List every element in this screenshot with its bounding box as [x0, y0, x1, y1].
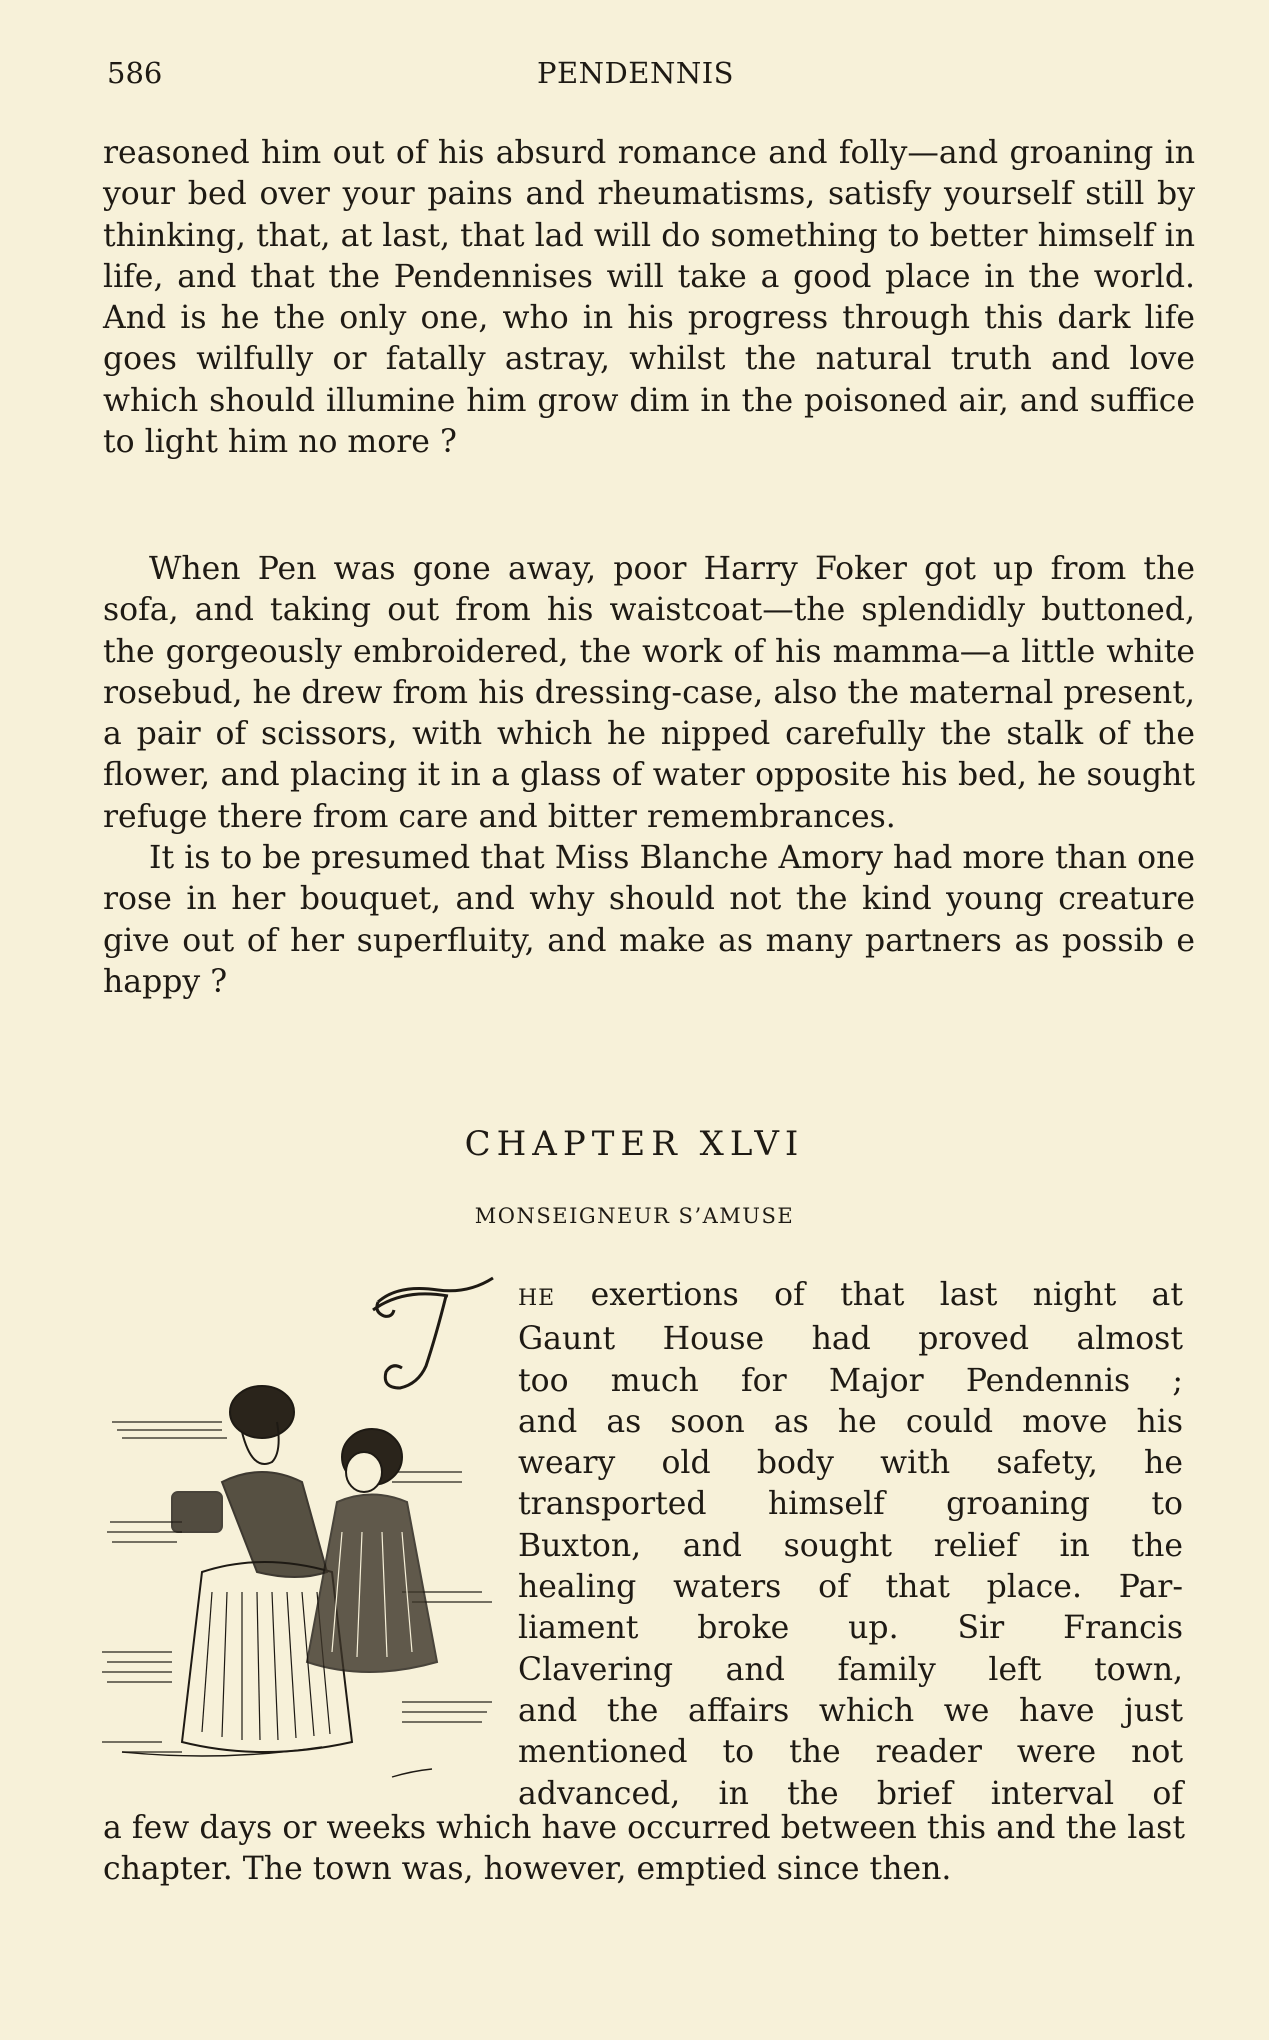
chapter-tail-paragraph: a few days or weeks which have occurred between this and the last chapter. The town was, however, emptied since then.: [103, 1810, 1185, 1888]
text-line: mentioned to the reader were not: [518, 1734, 1183, 1771]
opening-smallcaps: HE: [518, 1286, 556, 1311]
text-line: weary old body with safety, he: [518, 1445, 1183, 1482]
drop-cap-initial: [368, 1272, 508, 1392]
opening-line: [518, 1275, 1183, 1319]
text-line: transported himself groaning to: [518, 1486, 1183, 1523]
text-line: healing waters of that place. Par-: [518, 1569, 1183, 1606]
text-line: too much for Major Pendennis ;: [518, 1362, 1183, 1399]
paragraph: reasoned him out of his absurd romance and folly—and groaning in your bed over your pains and rheumatisms, satisfy yourself still by thinking, that, at last, that lad will do something to better himself in life, and that the Pendennises will take a good place in the world. And is he the only one, who in his progress through this dark life goes wilfully or fatally astray, whilst the natural truth and love which should illumine him grow dim in the poisoned air, and suffice to light him no more ?: [103, 135, 1195, 461]
text-line: advanced, in the brief interval of: [518, 1775, 1183, 1812]
paragraph: It is to be presumed that Miss Blanche Amory had more than one rose in her bouquet, and why should not the kind young creature give out of her superfluity, and make as many partners as possib e happy ?: [103, 840, 1195, 1000]
text-line: Clavering and family left town,: [518, 1651, 1183, 1688]
page-header: [107, 56, 1185, 98]
text-line: Buxton, and sought relief in the: [518, 1527, 1183, 1564]
paragraph-block: [103, 549, 1195, 1003]
chapter-opening-lines: [518, 1275, 1183, 1815]
paragraph: When Pen was gone away, poor Harry Foker got up from the sofa, and taking out from his waistcoat—the splendidly buttoned, the gorgeously embroidered, the work of his mamma—a little white rosebud, he drew from his dressing-case, also the maternal present, a pair of scissors, with which he nipped carefully the stalk of the flower, and placing it in a glass of water opposite his bed, he sought refuge there from care and bitter remembrances.: [103, 551, 1195, 835]
text-line: Gaunt House had proved almost: [518, 1321, 1183, 1358]
chapter-subtitle: MONSEIGNEUR S’AMUSE: [474, 1204, 795, 1228]
chapter-title: CHAPTER XLVI: [464, 1124, 805, 1164]
opening-line-rest: exertions of that last night at: [555, 1277, 1183, 1313]
text-line: and as soon as he could move his: [518, 1403, 1183, 1440]
running-title: PENDENNIS: [537, 56, 735, 90]
text-line: liament broke up. Sir Francis: [518, 1610, 1183, 1647]
paragraph-continuation: [103, 133, 1195, 463]
page-number: 586: [107, 56, 163, 90]
text-line: and the affairs which we have just: [518, 1692, 1183, 1729]
